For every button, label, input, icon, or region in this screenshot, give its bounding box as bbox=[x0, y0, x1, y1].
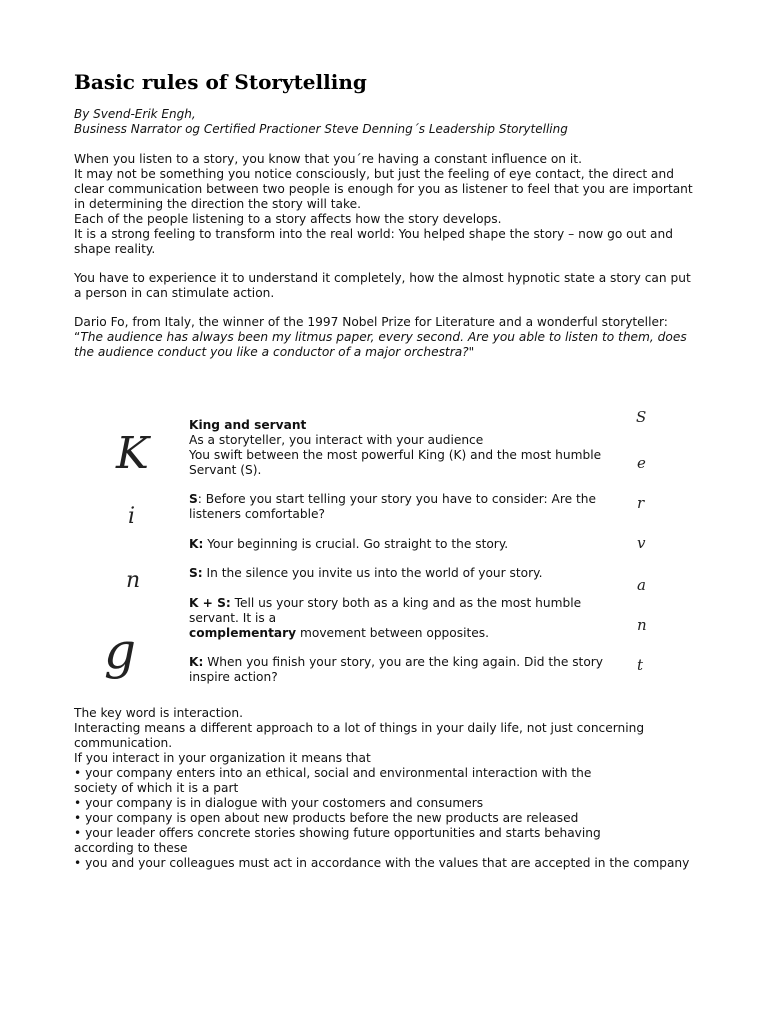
intro-line: Each of the people listening to a story affects how the story develops. bbox=[74, 212, 502, 226]
king-finish bbox=[189, 655, 609, 685]
key-word-line: The key word is interaction. bbox=[74, 706, 243, 720]
byline-author: By Svend-Erik Engh, bbox=[74, 107, 196, 121]
king-servant-line: You swift between the most powerful King (K) and the most humble Servant (S). bbox=[189, 448, 602, 477]
servant-label: S: bbox=[189, 566, 203, 580]
servant-letter-e: e bbox=[637, 454, 646, 472]
byline bbox=[74, 107, 568, 137]
servant-letter-a: a bbox=[637, 576, 646, 594]
king-servant-heading: King and servant bbox=[189, 418, 307, 432]
servant-letter-s: S bbox=[636, 408, 647, 426]
king-servant-intro bbox=[189, 418, 609, 478]
servant-letter-v: v bbox=[637, 534, 646, 552]
page-title: Basic rules of Storytelling bbox=[74, 70, 367, 94]
king-label: K: bbox=[189, 537, 204, 551]
dario-close: " bbox=[468, 345, 475, 359]
servant-letter-r: r bbox=[637, 494, 645, 512]
king-letter-i: i bbox=[128, 504, 136, 529]
org-intro-line: If you interact in your organization it means that bbox=[74, 751, 371, 765]
intro-line: It may not be something you notice consciously, but just the feeling of eye contact, the direct and clear communication between two people is enough for you as listener to feel that you are important in determining the direction the story will take. bbox=[74, 167, 693, 211]
servant-letter-n: n bbox=[637, 616, 647, 634]
complementary-word: complementary bbox=[189, 626, 297, 640]
complementary-text: movement between opposites. bbox=[296, 626, 489, 640]
experience-paragraph bbox=[74, 271, 694, 301]
interacting-line: Interacting means a different approach to a lot of things in your daily life, not just concerning communication. bbox=[74, 721, 645, 750]
king-beginning bbox=[189, 537, 609, 552]
servant-consider bbox=[189, 492, 609, 522]
king-label: K: bbox=[189, 655, 204, 669]
king-letter-k: K bbox=[116, 428, 149, 479]
bullet-item: • your company enters into an ethical, social and environmental interaction with the society of which it is a part bbox=[74, 766, 592, 795]
bullet-item: • your company is in dialogue with your costomers and consumers bbox=[74, 796, 484, 810]
dario-intro: Dario Fo, from Italy, the winner of the 1997 Nobel Prize for Literature and a wonderful storyteller: “ bbox=[74, 315, 668, 344]
servant-letter-t: t bbox=[637, 656, 644, 674]
king-servant-label: K + S: bbox=[189, 596, 231, 610]
intro-line: It is a strong feeling to transform into the real world: You helped shape the story – now go out and shape reality. bbox=[74, 227, 673, 256]
closing-section bbox=[74, 706, 694, 871]
servant-silence-text: In the silence you invite us into the world of your story. bbox=[202, 566, 543, 580]
king-servant-both bbox=[189, 596, 609, 641]
dario-fo-paragraph bbox=[74, 315, 694, 360]
king-letter-g: g bbox=[104, 622, 137, 680]
king-finish-text: When you finish your story, you are the king again. Did the story inspire action? bbox=[189, 655, 604, 684]
byline-role: Business Narrator og Certified Practioner Steve Denning´s Leadership Storytelling bbox=[74, 122, 568, 136]
bullet-item: • you and your colleagues must act in accordance with the values that are accepted in the company bbox=[74, 856, 690, 870]
intro-paragraph bbox=[74, 152, 694, 257]
king-servant-line: As a storyteller, you interact with your audience bbox=[189, 433, 484, 447]
king-servant-both-text: Tell us your story both as a king and as the most humble servant. It is a bbox=[189, 596, 582, 625]
king-letter-n: n bbox=[126, 568, 141, 593]
servant-label: S bbox=[189, 492, 198, 506]
king-beginning-text: Your beginning is crucial. Go straight to the story. bbox=[203, 537, 509, 551]
experience-text: You have to experience it to understand it completely, how the almost hypnotic state a story can put a person in can stimulate action. bbox=[74, 271, 691, 300]
servant-silence bbox=[189, 566, 609, 581]
dario-quote: The audience has always been my litmus paper, every second. Are you able to listen to them, does the audience conduct you like a conductor of a major orchestra? bbox=[74, 330, 687, 359]
intro-line: When you listen to a story, you know that you´re having a constant influence on it. bbox=[74, 152, 582, 166]
servant-consider-text: : Before you start telling your story you have to consider: Are the listeners comfortable? bbox=[189, 492, 596, 521]
bullet-item: • your leader offers concrete stories showing future opportunities and starts behaving according to these bbox=[74, 826, 601, 855]
bullet-item: • your company is open about new products before the new products are released bbox=[74, 811, 579, 825]
